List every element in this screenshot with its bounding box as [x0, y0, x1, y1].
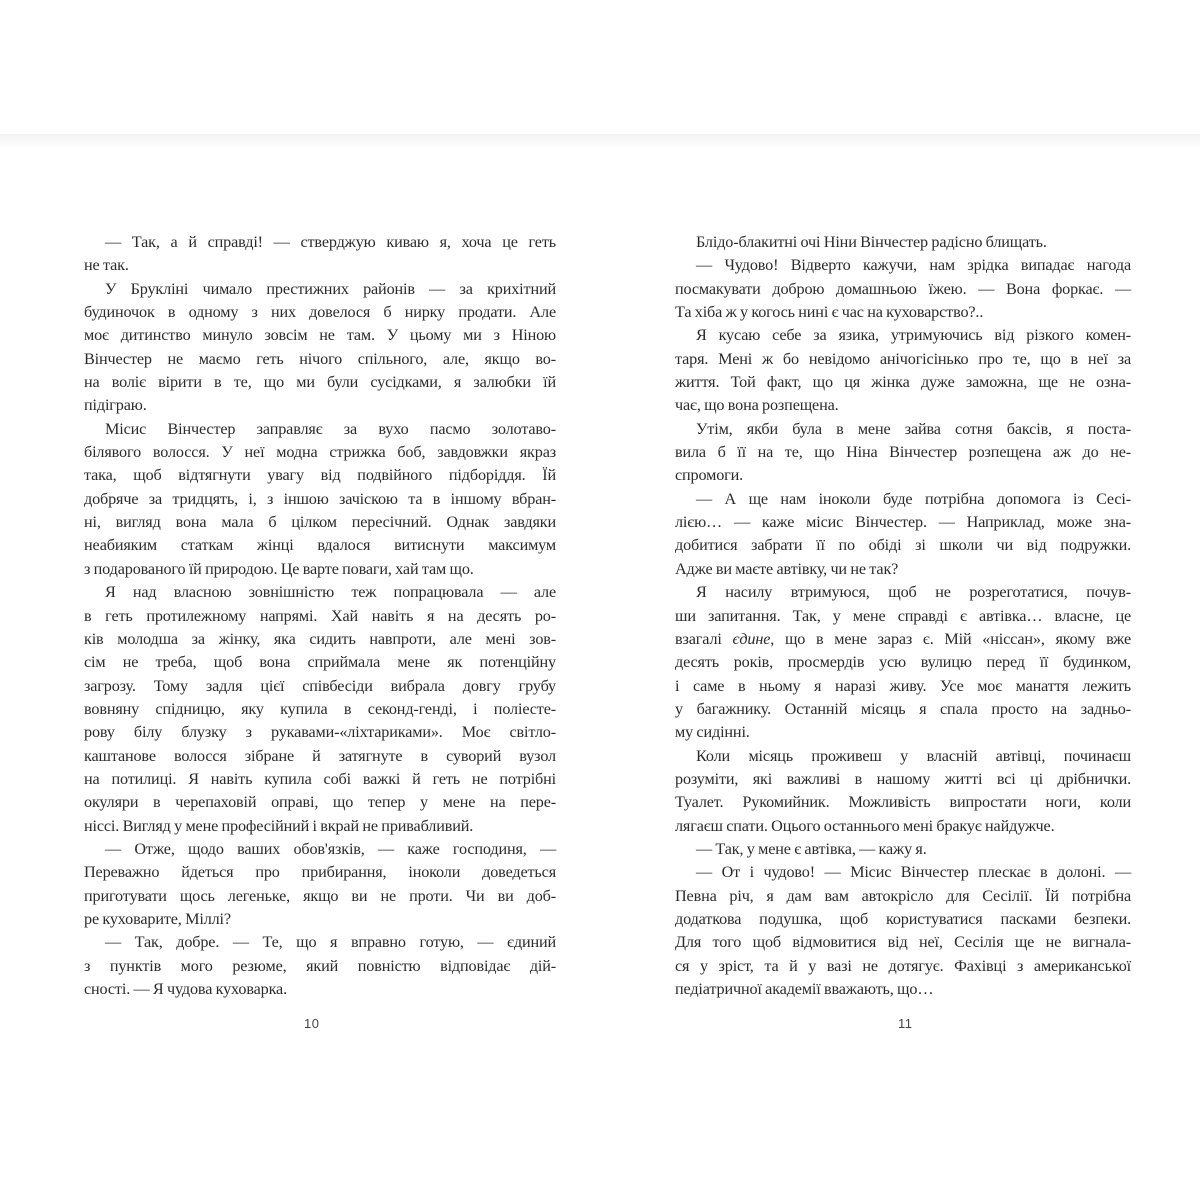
text-line: Я насилу втримуюся, щоб не розреготатися, почув- [696, 583, 1131, 602]
text-line: рову білу блузку з рукавами-«ліхтариками». Моє світло- [84, 723, 556, 742]
text-line: така, щоб відтягнути увагу від подвійного підборіддя. Їй [84, 466, 556, 485]
text-line: сності. — Я чудова куховарка. [84, 980, 287, 998]
text-line: Та хіба ж у когось нині є час на куховарство?.. [675, 303, 984, 322]
text-line: Для того щоб відмовитися від неї, Сесілія ще не вигнала- [675, 933, 1131, 952]
text-line: Місис Вінчестер заправляє за вухо пасмо золотаво- [105, 419, 556, 438]
text-line: Певна річ, я дам вам автокрісло для Сесілії. Їй потрібна [675, 886, 1131, 905]
text-line: добитися забрати її по обіді зі школи чи від подружки. [675, 536, 1131, 555]
text-line: — А ще нам іноколи буде потрібна допомога із Сесі- [696, 489, 1131, 508]
right-page-number: 11 [898, 1016, 913, 1031]
text-line: будиночок в одному з них довелося б нирку продати. Але [84, 303, 556, 322]
text-line: педіатричної академії вважають, що… [675, 980, 934, 998]
text-line: Туалет. Рукомийник. Можливість випростати ноги, коли [675, 793, 1131, 812]
text-line: десять років, просмердів усю вулицю перед її будинком, [675, 653, 1131, 672]
text-line: підіграю. [84, 396, 147, 415]
text-line: Утім, якби була в мене зайва сотня баксів, я поста- [696, 419, 1131, 438]
text-line: добряче за тридцять, і, з іншою зачіскою та в іншому вбран- [84, 489, 556, 508]
text-line: сім не треба, щоб вона сприймала мене як потенційну [84, 653, 556, 672]
text-line: лягаєш спати. Оцього останнього мені бракує найдужче. [675, 816, 1055, 835]
text-line: ре куховарите, Міллі? [84, 909, 231, 928]
text-line: Я над власною зовнішністю теж попрацювала — але [105, 583, 556, 602]
text-line: з пунктів мого резюме, який повністю відповідає дій- [84, 956, 556, 975]
text-line: ні, вигляд вона мала б цілком пересічний. Однак завдяки [84, 513, 556, 532]
text-line: в геть протилежному напрямі. Хай навіть я на десять ро- [84, 606, 556, 625]
text-line: му сидінні. [675, 723, 750, 742]
left-page-number: 10 [304, 1016, 320, 1031]
text-line: вила б її на те, що Ніна Вінчестер розпещена аж до не- [675, 443, 1131, 462]
text-line: на воліє вірити в те, що ми були сусідками, я залюбки їй [84, 373, 556, 392]
page-top-edge-shadow [0, 134, 1200, 148]
text-line: взагалі єдине, що в мене зараз є. Мій «ніссан», якому вже [675, 629, 1131, 648]
text-line: неабияким статкам жінці вдалося витиснути максимум [84, 536, 556, 555]
text-line: розуміти, які важливі в нашому житті всі ці дрібнички. [675, 769, 1131, 788]
text-line: Коли місяць проживеш у власній автівці, починаєш [696, 746, 1131, 765]
text-line: додаткова подушка, щоб користуватися пасками безпеки. [675, 909, 1131, 928]
text-line: — Так, у мене є автівка, — кажу я. [696, 839, 927, 858]
text-line: — От і чудово! — Місис Вінчестер плескає в долоні. — [696, 863, 1131, 882]
text-line: — Так, а й справді! — стверджую киваю я, хоча це геть [105, 233, 556, 251]
text-line: і саме в ньому я наразі живу. Усе моє манаття лежить [675, 676, 1131, 695]
text-line: у багажнику. Останній місяць я спала просто на задньо- [675, 699, 1131, 718]
text-line: Вінчестер не маємо геть нічого спільного, але, якщо во- [84, 349, 556, 368]
text-line: життя. Той факт, що ця жінка дуже заможна, ще не озна- [675, 373, 1131, 392]
text-line: ків молодша за жінку, яка сидить навпроти, але мені зов- [84, 629, 556, 648]
text-line: окуляри в черепаховій оправі, що тепер у мене на пере- [84, 793, 556, 812]
text-line: Адже ви маєте автівку, чи не так? [675, 559, 899, 578]
text-line: на потилиці. Я навіть купила собі важкі й геть не потрібні [84, 769, 556, 788]
right-page-body [675, 231, 1131, 1001]
text-line: Я кусаю себе за язика, утримуючись від різкого комен- [696, 326, 1131, 345]
text-line: ніссі. Вигляд у мене професійний і вкрай не привабливий. [84, 816, 474, 835]
left-page-body [84, 231, 556, 1001]
emphasized-word: єдине [732, 629, 771, 648]
text-line: чає, що вона розпещена. [675, 396, 839, 415]
text-line: — Чудово! Відверто кажучи, нам зрідка випадає нагода [696, 256, 1131, 275]
text-line: Блідо-блакитні очі Ніни Вінчестер радісно блищать. [696, 233, 1047, 251]
text-line: Переважно йдеться про прибирання, іноколи доведеться [84, 863, 556, 882]
text-line: з подарованого їй природою. Це варте поваги, хай там що. [84, 559, 474, 578]
text-line: посмакувати доброю домашньою їжею. — Вона форкає. — [675, 279, 1131, 298]
text-line: загрозу. Тому задля цієї співбесіди вибрала довгу грубу [84, 676, 556, 695]
text-line: вовняну спідницю, яку купила в секонд-генді, і поліесте- [84, 699, 556, 718]
text-line: лією… — каже місис Вінчестер. — Наприклад, може зна- [675, 513, 1131, 532]
text-line: таря. Мені ж бо невідомо анічогісінько про те, що в неї за [675, 349, 1131, 368]
text-line: — Так, добре. — Те, що я вправно готую, — єдиний [105, 933, 556, 952]
text-line: — Отже, щодо ваших обов'язків, — каже господиня, — [105, 839, 556, 858]
text-line: білявого волосся. У неї модна стрижка боб, завдовжки якраз [84, 443, 556, 462]
top-margin [0, 0, 1200, 134]
text-line: ши запитання. Так, у мене справді є автівка… власне, це [675, 606, 1131, 625]
text-line: не так. [84, 256, 129, 275]
text-line: ся у зріст, та й у вазі не дотягує. Фахівці з американської [675, 956, 1131, 975]
text-line: моє дитинство минуло зовсім не там. У цьому ми з Ніною [84, 326, 556, 345]
text-line: каштанове волосся зібране й затягнуте в суворий вузол [84, 746, 556, 765]
text-line: спромоги. [675, 466, 744, 485]
text-line: У Брукліні чимало престижних районів — за крихітний [105, 279, 556, 298]
text-line: приготувати щось легеньке, якщо ви не проти. Чи ви доб- [84, 886, 556, 905]
